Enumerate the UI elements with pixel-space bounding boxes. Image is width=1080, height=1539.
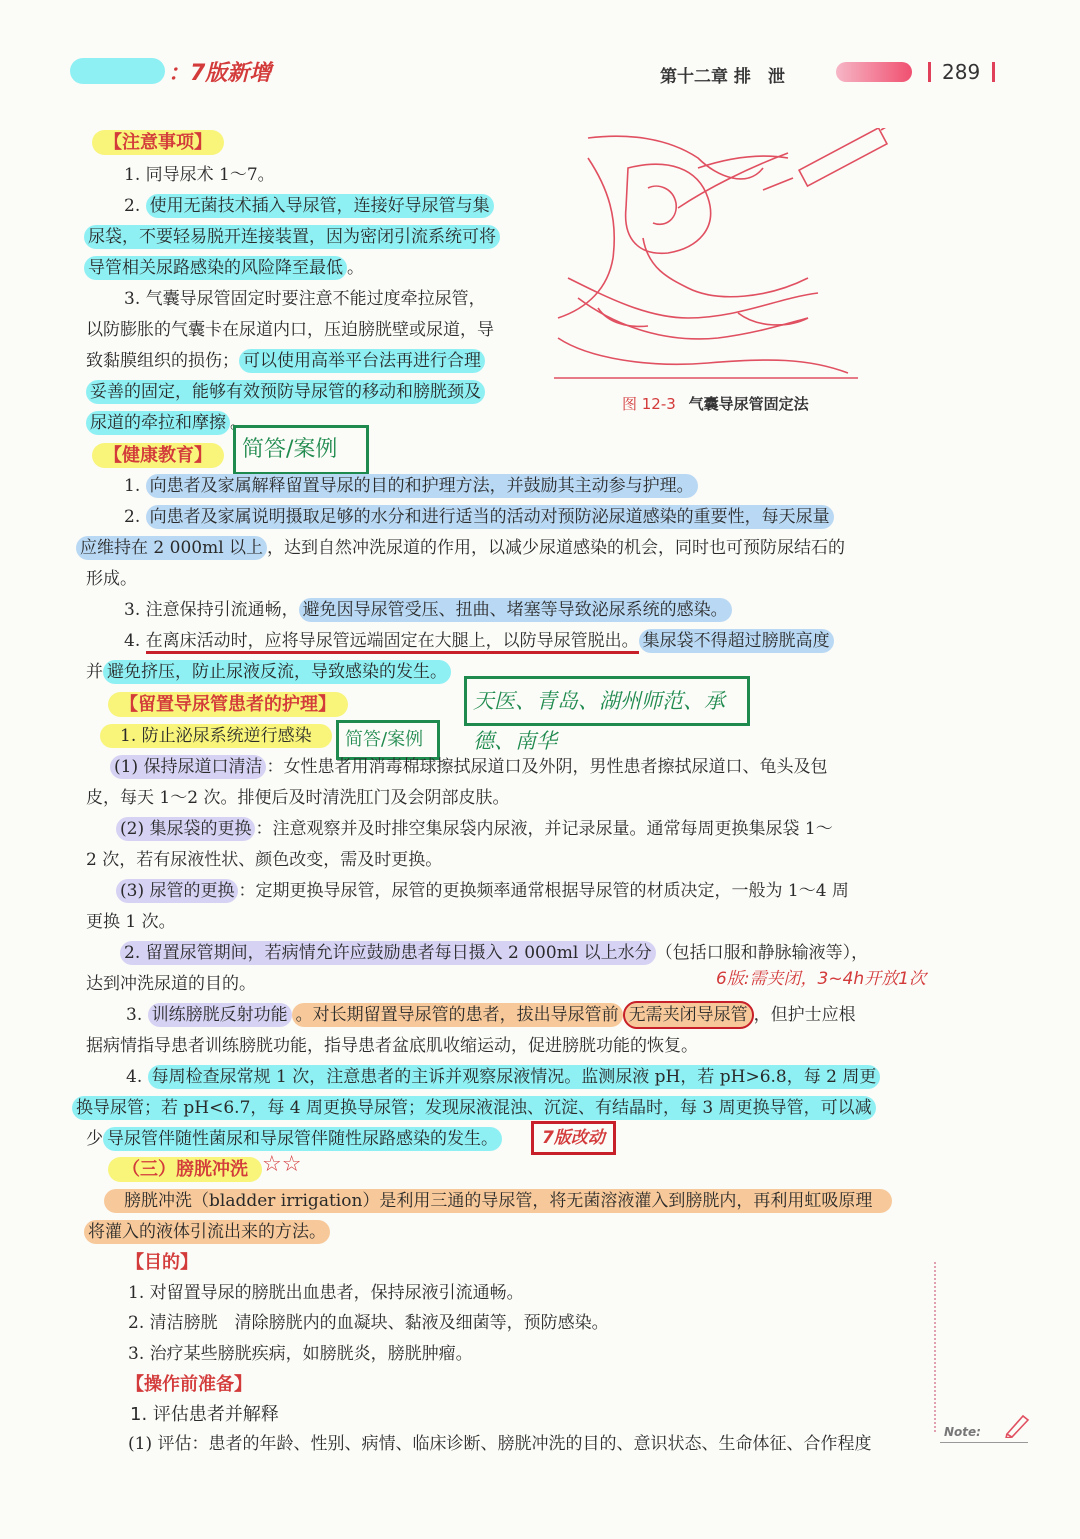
health-tag-box: 简答/案例 xyxy=(233,425,369,475)
catheter-illustration xyxy=(548,128,908,384)
figure-caption xyxy=(622,393,809,414)
purpose-item-3: 3. 治疗某些膀胱疾病，如膀胱炎，膀胱肿瘤。 xyxy=(128,1344,473,1364)
health-item-2b: 应维持在 2 000ml 以上 ，达到自然冲洗尿道的作用，以减少尿道感染的机会，同时也可预防尿结石的 xyxy=(76,535,845,561)
irrigation-title: （三）膀胱冲洗 xyxy=(108,1157,262,1183)
care-sub-2b: 2 次，若有尿液性状、颜色改变，需及时更换。 xyxy=(86,850,443,870)
purpose-item-1: 1. 对留置导尿的膀胱出血患者，保持尿液引流通畅。 xyxy=(128,1283,524,1303)
margin-note-label: Note: xyxy=(944,1425,981,1439)
notes-item-2c: 导管相关尿路感染的风险降至最低 。 xyxy=(84,255,364,281)
prep-item-1: (1) 评估：患者的年龄、性别、病情、临床诊断、膀胱冲洗的目的、意识状态、生命体征、合作程度 xyxy=(128,1434,872,1454)
notes-item-2a: 2. 使用无菌技术插入导尿管，连接好导尿管与集 xyxy=(124,193,494,219)
care-item-2b: 达到冲洗尿道的目的。 xyxy=(86,974,256,994)
care-sub-1b: 皮，每天 1～2 次。排便后及时清洗肛门及会阴部皮肤。 xyxy=(86,788,510,808)
section-title-notes: 【注意事项】 xyxy=(92,130,224,155)
notes-item-3c: 致黏膜组织的损伤； 可以使用高举平台法再进行合理 xyxy=(86,348,485,374)
health-item-1: 1. 向患者及家属解释留置导尿的目的和护理方法，并鼓励其主动参与护理。 xyxy=(124,473,698,499)
notes-item-3d: 妥善的固定，能够有效预防导尿管的移动和膀胱颈及 xyxy=(86,379,485,405)
header-annotation: ：7版新增 xyxy=(168,61,272,86)
header-divider-right xyxy=(992,62,995,82)
notes-item-3a: 3. 气囊导尿管固定时要注意不能过度牵拉尿管， xyxy=(124,289,486,309)
health-item-3: 3. 注意保持引流通畅， 避免因导尿管受压、扭曲、堵塞等导致泌尿系统的感染。 xyxy=(124,597,732,623)
purpose-item-2: 2. 清洁膀胱 清除膀胱内的血凝块、黏液及细菌等，预防感染。 xyxy=(128,1313,609,1333)
care-item-3a: 3. 训练膀胱反射功能 。对长期留置导尿管的患者，拔出导尿管前 无需夹闭导尿管 ，但护士应根 xyxy=(126,1002,856,1028)
notes-item-3e: 尿道的牵拉和摩擦 。 xyxy=(86,410,247,436)
care-sub-3b: 更换 1 次。 xyxy=(86,912,176,932)
schools-tag-box: 天医、青岛、湖州师范、承德、南华 xyxy=(464,676,750,726)
care-item-4b: 换导尿管；若 pH<6.7，每 4 周更换导尿管；发现尿液混浊、沉淀、有结晶时，每 3 周更换导管，可以减 xyxy=(72,1095,876,1121)
figure-title: 气囊导尿管固定法 xyxy=(688,395,809,413)
care-item-4c: 少 导尿管伴随性菌尿和导尿管伴随性尿路感染的发生。 xyxy=(86,1126,502,1152)
care-tag-box: 简答/案例 xyxy=(336,720,440,760)
care-sub-3a: (3) 尿管的更换 ：定期更换导尿管，尿管的更换频率通常根据导尿管的材质决定，一般为 1～4 周 xyxy=(116,878,849,904)
care-item-4-tag: 7版改动 xyxy=(531,1121,616,1155)
irrigation-definition-b: 将灌入的液体引流出来的方法。 xyxy=(84,1219,330,1245)
care-item-3b: 据病情指导患者训练膀胱功能，指导患者盆底肌收缩运动，促进膀胱功能的恢复。 xyxy=(86,1036,698,1056)
pencil-icon xyxy=(1003,1412,1031,1438)
care-item-2a: 2. 留置尿管期间，若病情允许应鼓励患者每日摄入 2 000ml 以上水分 （包括口服和静脉输液等）， xyxy=(120,940,868,966)
section-title-health: 【健康教育】 xyxy=(92,443,224,468)
notes-item-3b: 以防膨胀的气囊卡在尿道内口，压迫膀胱壁或尿道，导 xyxy=(86,320,494,340)
care-item-4a: 4. 每周检查尿常规 1 次，注意患者的主诉并观察尿液情况。监测尿液 pH，若 pH>6.8，每 2 周更 xyxy=(126,1064,880,1090)
care-item-1: 1. 防止泌尿系统逆行感染 xyxy=(100,723,332,749)
figure-number: 图 12-3 xyxy=(622,395,676,413)
section-title-care: 【留置导尿管患者的护理】 xyxy=(108,692,348,717)
page-number: 289 xyxy=(942,60,981,84)
margin-note-underline xyxy=(940,1442,1028,1443)
header-highlight-mark xyxy=(70,58,165,84)
header-divider xyxy=(928,62,931,82)
health-item-4a: 4. 在离床活动时，应将导尿管远端固定在大腿上，以防导尿管脱出。 集尿袋不得超过膀胱高度 xyxy=(124,628,834,654)
section-title-prep: 【操作前准备】 xyxy=(126,1374,252,1395)
section-title-purpose: 【目的】 xyxy=(126,1252,198,1273)
margin-dotted-line xyxy=(934,1262,936,1432)
prep-heading-1: 1. 评估患者并解释 xyxy=(130,1404,279,1425)
health-item-2c: 形成。 xyxy=(86,569,137,589)
irrigation-definition-a: 膀胱冲洗（bladder irrigation）是利用三通的导尿管，将无菌溶液灌入到膀胱内，再利用虹吸原理 xyxy=(104,1188,892,1214)
chapter-title: 第十二章 排 泄 xyxy=(660,67,785,87)
health-item-2a: 2. 向患者及家属说明摄取足够的水分和进行适当的活动对预防泌尿道感染的重要性，每天尿量 xyxy=(124,504,834,530)
notes-item-1: 1. 同导尿术 1～7。 xyxy=(124,165,275,185)
care-sub-2a: (2) 集尿袋的更换 ：注意观察并及时排空集尿袋内尿液，并记录尿量。通常每周更换集尿袋 1～ xyxy=(116,816,833,842)
care-sub-1a: (1) 保持尿道口清洁 ：女性患者用消毒棉球擦拭尿道口及外阴，男性患者擦拭尿道口、龟头及包 xyxy=(110,754,827,780)
notes-item-2b: 尿袋，不要轻易脱开连接装置，因为密闭引流系统可将 xyxy=(84,224,500,250)
health-item-4b: 并 避免挤压，防止尿液反流，导致感染的发生。 xyxy=(86,659,451,685)
importance-stars: ☆☆ xyxy=(262,1152,302,1177)
care-item-3-note: 6版:需夹闭，3~4h开放1次 xyxy=(716,969,927,989)
header-color-bar xyxy=(836,62,912,82)
